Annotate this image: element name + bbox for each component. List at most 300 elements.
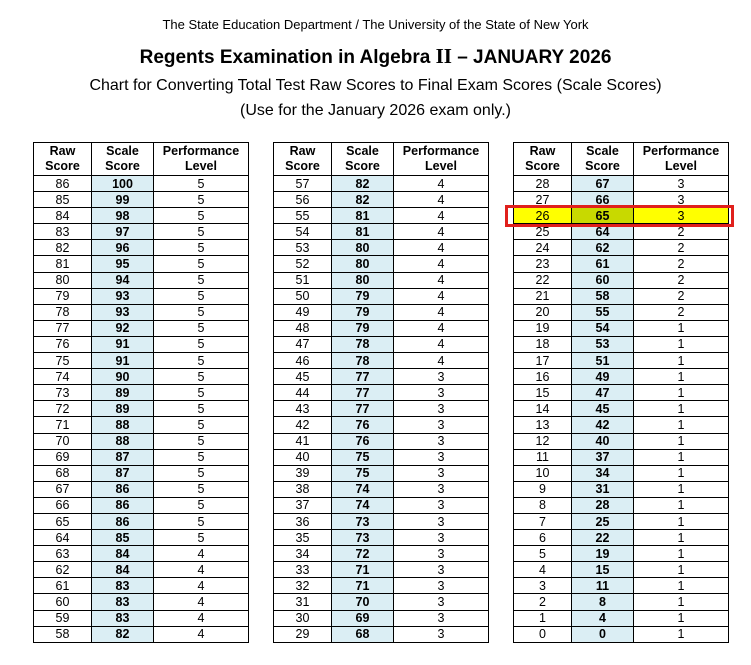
raw-score-cell: 41 xyxy=(274,433,332,449)
raw-score-cell: 73 xyxy=(34,385,92,401)
table-row xyxy=(274,497,489,513)
performance-level-cell: 1 xyxy=(634,497,729,513)
performance-level-cell: 1 xyxy=(634,481,729,497)
table-row xyxy=(274,304,489,320)
scale-score-cell: 95 xyxy=(92,256,154,272)
raw-score-cell: 22 xyxy=(514,272,572,288)
table-row xyxy=(514,272,729,288)
performance-level-cell: 2 xyxy=(634,240,729,256)
scale-score-cell: 82 xyxy=(332,176,394,192)
raw-score-cell: 83 xyxy=(34,224,92,240)
table-row xyxy=(274,272,489,288)
title-prefix: Regents Examination in Algebra xyxy=(139,47,436,68)
scale-score-cell: 4 xyxy=(572,610,634,626)
performance-level-cell: 1 xyxy=(634,449,729,465)
table-row xyxy=(274,417,489,433)
raw-score-cell: 84 xyxy=(34,208,92,224)
performance-level-cell: 3 xyxy=(394,465,489,481)
table-row xyxy=(514,481,729,497)
table-row xyxy=(274,320,489,336)
raw-score-cell: 43 xyxy=(274,401,332,417)
raw-score-cell: 82 xyxy=(34,240,92,256)
title-suffix: – JANUARY 2026 xyxy=(451,47,612,68)
table-row xyxy=(514,401,729,417)
table-row xyxy=(514,513,729,529)
table-row xyxy=(34,369,249,385)
table-row xyxy=(34,240,249,256)
table-row xyxy=(514,320,729,336)
scale-score-cell: 55 xyxy=(572,304,634,320)
performance-level-cell: 3 xyxy=(394,626,489,642)
scale-score-cell: 75 xyxy=(332,465,394,481)
scale-score-cell: 99 xyxy=(92,192,154,208)
scale-score-cell: 61 xyxy=(572,256,634,272)
scale-score-cell: 70 xyxy=(332,594,394,610)
raw-score-cell: 39 xyxy=(274,465,332,481)
raw-score-cell: 33 xyxy=(274,562,332,578)
scale-score-cell: 79 xyxy=(332,304,394,320)
table-header-row xyxy=(34,143,249,176)
performance-level-cell: 3 xyxy=(394,513,489,529)
performance-level-cell: 1 xyxy=(634,417,729,433)
raw-score-cell: 11 xyxy=(514,449,572,465)
table-row xyxy=(514,353,729,369)
scale-score-cell: 83 xyxy=(92,594,154,610)
performance-level-cell: 1 xyxy=(634,465,729,481)
table-row xyxy=(34,433,249,449)
table-row xyxy=(514,336,729,352)
scale-score-cell: 84 xyxy=(92,562,154,578)
table-row xyxy=(514,256,729,272)
raw-score-cell: 57 xyxy=(274,176,332,192)
raw-score-cell: 6 xyxy=(514,530,572,546)
raw-score-cell: 58 xyxy=(34,626,92,642)
table-row xyxy=(514,176,729,192)
raw-score-cell: 2 xyxy=(514,594,572,610)
raw-score-cell: 25 xyxy=(514,224,572,240)
raw-score-cell: 32 xyxy=(274,578,332,594)
table-row xyxy=(34,530,249,546)
scale-score-cell: 82 xyxy=(92,626,154,642)
performance-level-cell: 1 xyxy=(634,401,729,417)
raw-score-cell: 29 xyxy=(274,626,332,642)
raw-score-cell: 86 xyxy=(34,176,92,192)
table-row xyxy=(274,336,489,352)
performance-level-cell: 4 xyxy=(154,610,249,626)
raw-score-cell: 77 xyxy=(34,320,92,336)
raw-score-cell: 12 xyxy=(514,433,572,449)
table-header-row xyxy=(514,143,729,176)
performance-level-cell: 4 xyxy=(154,546,249,562)
raw-score-cell: 69 xyxy=(34,449,92,465)
performance-level-cell: 5 xyxy=(154,288,249,304)
performance-level-cell: 5 xyxy=(154,304,249,320)
table-row xyxy=(514,530,729,546)
raw-score-cell: 81 xyxy=(34,256,92,272)
scale-score-cell: 94 xyxy=(92,272,154,288)
scale-score-cell: 78 xyxy=(332,336,394,352)
performance-level-cell: 5 xyxy=(154,417,249,433)
performance-level-header: Performance Level xyxy=(634,143,729,176)
table-row xyxy=(274,562,489,578)
performance-level-cell: 5 xyxy=(154,320,249,336)
scale-score-header: Scale Score xyxy=(92,143,154,176)
scale-score-cell: 0 xyxy=(572,626,634,642)
raw-score-header: Raw Score xyxy=(514,143,572,176)
scale-score-cell: 80 xyxy=(332,240,394,256)
performance-level-cell: 4 xyxy=(394,336,489,352)
table-row xyxy=(514,497,729,513)
table-row xyxy=(514,562,729,578)
raw-score-header: Raw Score xyxy=(274,143,332,176)
performance-level-cell: 3 xyxy=(394,449,489,465)
performance-level-cell: 1 xyxy=(634,433,729,449)
raw-score-cell: 68 xyxy=(34,465,92,481)
scale-score-cell: 67 xyxy=(572,176,634,192)
table-row xyxy=(514,465,729,481)
table-row xyxy=(514,192,729,208)
scale-score-cell: 73 xyxy=(332,513,394,529)
raw-score-header: Raw Score xyxy=(34,143,92,176)
table-row xyxy=(274,610,489,626)
performance-level-cell: 1 xyxy=(634,594,729,610)
scale-score-cell: 73 xyxy=(332,530,394,546)
performance-level-cell: 3 xyxy=(394,530,489,546)
table-row xyxy=(514,208,729,224)
table-row xyxy=(514,385,729,401)
table-row xyxy=(34,562,249,578)
raw-score-cell: 34 xyxy=(274,546,332,562)
performance-level-cell: 5 xyxy=(154,208,249,224)
performance-level-cell: 5 xyxy=(154,176,249,192)
raw-score-cell: 78 xyxy=(34,304,92,320)
scale-score-cell: 88 xyxy=(92,433,154,449)
scale-score-cell: 91 xyxy=(92,336,154,352)
scale-score-cell: 47 xyxy=(572,385,634,401)
performance-level-cell: 1 xyxy=(634,562,729,578)
performance-level-cell: 3 xyxy=(634,192,729,208)
table-header-row xyxy=(274,143,489,176)
scale-score-cell: 96 xyxy=(92,240,154,256)
scale-score-cell: 40 xyxy=(572,433,634,449)
performance-level-header: Performance Level xyxy=(154,143,249,176)
scale-score-cell: 79 xyxy=(332,288,394,304)
raw-score-cell: 44 xyxy=(274,385,332,401)
raw-score-cell: 13 xyxy=(514,417,572,433)
scale-score-cell: 86 xyxy=(92,513,154,529)
raw-score-cell: 72 xyxy=(34,401,92,417)
raw-score-cell: 26 xyxy=(514,208,572,224)
scale-score-cell: 93 xyxy=(92,304,154,320)
table-row xyxy=(274,546,489,562)
raw-score-cell: 35 xyxy=(274,530,332,546)
table-row xyxy=(34,417,249,433)
raw-score-cell: 5 xyxy=(514,546,572,562)
table-row xyxy=(514,417,729,433)
raw-score-cell: 9 xyxy=(514,481,572,497)
scale-score-cell: 31 xyxy=(572,481,634,497)
scale-score-header: Scale Score xyxy=(572,143,634,176)
performance-level-cell: 3 xyxy=(394,562,489,578)
scale-score-cell: 49 xyxy=(572,369,634,385)
scale-score-cell: 45 xyxy=(572,401,634,417)
performance-level-cell: 2 xyxy=(634,224,729,240)
scale-score-cell: 58 xyxy=(572,288,634,304)
performance-level-cell: 4 xyxy=(394,192,489,208)
performance-level-cell: 3 xyxy=(394,578,489,594)
performance-level-cell: 4 xyxy=(394,272,489,288)
performance-level-cell: 5 xyxy=(154,385,249,401)
table-row xyxy=(514,546,729,562)
table-row xyxy=(274,530,489,546)
scale-score-cell: 77 xyxy=(332,369,394,385)
table-row xyxy=(34,256,249,272)
performance-level-cell: 5 xyxy=(154,240,249,256)
scale-score-cell: 88 xyxy=(92,417,154,433)
table-row xyxy=(34,610,249,626)
performance-level-cell: 1 xyxy=(634,320,729,336)
performance-level-cell: 4 xyxy=(154,594,249,610)
performance-level-cell: 3 xyxy=(394,610,489,626)
chart-subtitle: Chart for Converting Total Test Raw Scores to Final Exam Scores (Scale Scores) xyxy=(89,77,662,94)
scale-score-cell: 100 xyxy=(92,176,154,192)
scale-score-cell: 81 xyxy=(332,224,394,240)
raw-score-cell: 8 xyxy=(514,497,572,513)
performance-level-cell: 3 xyxy=(394,497,489,513)
scale-score-header: Scale Score xyxy=(332,143,394,176)
conversion-table-1 xyxy=(33,142,249,643)
raw-score-cell: 7 xyxy=(514,513,572,529)
table-row xyxy=(274,513,489,529)
table-row xyxy=(274,288,489,304)
performance-level-cell: 4 xyxy=(394,176,489,192)
scale-score-cell: 15 xyxy=(572,562,634,578)
performance-level-cell: 3 xyxy=(394,481,489,497)
raw-score-cell: 63 xyxy=(34,546,92,562)
scale-score-cell: 89 xyxy=(92,401,154,417)
performance-level-cell: 5 xyxy=(154,272,249,288)
raw-score-cell: 53 xyxy=(274,240,332,256)
table-row xyxy=(274,240,489,256)
scale-score-cell: 90 xyxy=(92,369,154,385)
table-row xyxy=(514,449,729,465)
table-row xyxy=(274,594,489,610)
scale-score-cell: 86 xyxy=(92,481,154,497)
raw-score-cell: 48 xyxy=(274,320,332,336)
scale-score-cell: 62 xyxy=(572,240,634,256)
performance-level-cell: 5 xyxy=(154,465,249,481)
conversion-table-2 xyxy=(273,142,489,643)
performance-level-cell: 3 xyxy=(634,208,729,224)
performance-level-cell: 3 xyxy=(394,401,489,417)
performance-level-cell: 5 xyxy=(154,369,249,385)
raw-score-cell: 30 xyxy=(274,610,332,626)
table-row xyxy=(34,176,249,192)
table-row xyxy=(34,578,249,594)
raw-score-cell: 27 xyxy=(514,192,572,208)
scale-score-cell: 64 xyxy=(572,224,634,240)
table-row xyxy=(274,353,489,369)
scale-score-cell: 34 xyxy=(572,465,634,481)
raw-score-cell: 38 xyxy=(274,481,332,497)
performance-level-cell: 4 xyxy=(394,256,489,272)
raw-score-cell: 52 xyxy=(274,256,332,272)
scale-score-cell: 87 xyxy=(92,465,154,481)
raw-score-cell: 42 xyxy=(274,417,332,433)
raw-score-cell: 85 xyxy=(34,192,92,208)
table-row xyxy=(274,224,489,240)
table-row xyxy=(274,256,489,272)
performance-level-cell: 1 xyxy=(634,336,729,352)
raw-score-cell: 28 xyxy=(514,176,572,192)
scale-score-cell: 37 xyxy=(572,449,634,465)
performance-level-cell: 3 xyxy=(634,176,729,192)
performance-level-cell: 5 xyxy=(154,353,249,369)
table-row xyxy=(274,578,489,594)
table-row xyxy=(34,594,249,610)
performance-level-header: Performance Level xyxy=(394,143,489,176)
performance-level-cell: 5 xyxy=(154,497,249,513)
scale-score-cell: 80 xyxy=(332,272,394,288)
scale-score-cell: 81 xyxy=(332,208,394,224)
performance-level-cell: 2 xyxy=(634,304,729,320)
raw-score-cell: 74 xyxy=(34,369,92,385)
performance-level-cell: 1 xyxy=(634,530,729,546)
scale-score-cell: 72 xyxy=(332,546,394,562)
raw-score-cell: 67 xyxy=(34,481,92,497)
raw-score-cell: 54 xyxy=(274,224,332,240)
performance-level-cell: 3 xyxy=(394,546,489,562)
raw-score-cell: 21 xyxy=(514,288,572,304)
raw-score-cell: 65 xyxy=(34,513,92,529)
performance-level-cell: 1 xyxy=(634,385,729,401)
performance-level-cell: 5 xyxy=(154,256,249,272)
raw-score-cell: 64 xyxy=(34,530,92,546)
table-row xyxy=(274,626,489,642)
performance-level-cell: 5 xyxy=(154,192,249,208)
scale-score-cell: 69 xyxy=(332,610,394,626)
raw-score-cell: 75 xyxy=(34,353,92,369)
scale-score-cell: 91 xyxy=(92,353,154,369)
raw-score-cell: 49 xyxy=(274,304,332,320)
performance-level-cell: 4 xyxy=(394,353,489,369)
scale-score-cell: 82 xyxy=(332,192,394,208)
scale-score-cell: 71 xyxy=(332,562,394,578)
performance-level-cell: 1 xyxy=(634,513,729,529)
table-row xyxy=(514,610,729,626)
scale-score-cell: 78 xyxy=(332,353,394,369)
raw-score-cell: 56 xyxy=(274,192,332,208)
scale-score-cell: 86 xyxy=(92,497,154,513)
scale-score-cell: 74 xyxy=(332,497,394,513)
table-row xyxy=(274,176,489,192)
scale-score-cell: 79 xyxy=(332,320,394,336)
scale-score-cell: 77 xyxy=(332,401,394,417)
performance-level-cell: 4 xyxy=(154,562,249,578)
raw-score-cell: 20 xyxy=(514,304,572,320)
conversion-table-3 xyxy=(513,142,729,643)
table-row xyxy=(34,465,249,481)
performance-level-cell: 3 xyxy=(394,417,489,433)
title-numeral: II xyxy=(435,44,452,68)
raw-score-cell: 14 xyxy=(514,401,572,417)
table-row xyxy=(514,594,729,610)
table-row xyxy=(514,578,729,594)
scale-score-cell: 83 xyxy=(92,610,154,626)
performance-level-cell: 4 xyxy=(394,288,489,304)
scale-score-cell: 80 xyxy=(332,256,394,272)
performance-level-cell: 4 xyxy=(154,578,249,594)
raw-score-cell: 10 xyxy=(514,465,572,481)
table-row xyxy=(34,208,249,224)
table-row xyxy=(34,288,249,304)
table-row xyxy=(514,240,729,256)
scale-score-cell: 42 xyxy=(572,417,634,433)
scale-score-cell: 8 xyxy=(572,594,634,610)
performance-level-cell: 5 xyxy=(154,401,249,417)
table-row xyxy=(34,497,249,513)
performance-level-cell: 1 xyxy=(634,546,729,562)
table-row xyxy=(274,481,489,497)
table-row xyxy=(274,192,489,208)
raw-score-cell: 61 xyxy=(34,578,92,594)
performance-level-cell: 1 xyxy=(634,578,729,594)
table-row xyxy=(274,465,489,481)
performance-level-cell: 5 xyxy=(154,336,249,352)
scale-score-cell: 76 xyxy=(332,417,394,433)
raw-score-cell: 79 xyxy=(34,288,92,304)
scale-score-cell: 28 xyxy=(572,497,634,513)
performance-level-cell: 5 xyxy=(154,433,249,449)
raw-score-cell: 60 xyxy=(34,594,92,610)
performance-level-cell: 1 xyxy=(634,353,729,369)
page-title xyxy=(0,44,751,69)
scale-score-cell: 11 xyxy=(572,578,634,594)
table-row xyxy=(34,401,249,417)
raw-score-cell: 36 xyxy=(274,513,332,529)
raw-score-cell: 46 xyxy=(274,353,332,369)
performance-level-cell: 5 xyxy=(154,481,249,497)
raw-score-cell: 15 xyxy=(514,385,572,401)
table-row xyxy=(34,481,249,497)
table-row xyxy=(34,546,249,562)
raw-score-cell: 80 xyxy=(34,272,92,288)
performance-level-cell: 4 xyxy=(394,224,489,240)
raw-score-cell: 37 xyxy=(274,497,332,513)
raw-score-cell: 31 xyxy=(274,594,332,610)
performance-level-cell: 1 xyxy=(634,626,729,642)
scale-score-cell: 19 xyxy=(572,546,634,562)
table-row xyxy=(34,385,249,401)
scale-score-cell: 85 xyxy=(92,530,154,546)
raw-score-cell: 24 xyxy=(514,240,572,256)
table-row xyxy=(34,626,249,642)
performance-level-cell: 3 xyxy=(394,433,489,449)
raw-score-cell: 23 xyxy=(514,256,572,272)
table-row xyxy=(34,449,249,465)
performance-level-cell: 4 xyxy=(394,320,489,336)
scale-score-cell: 93 xyxy=(92,288,154,304)
performance-level-cell: 4 xyxy=(394,240,489,256)
table-row xyxy=(34,224,249,240)
performance-level-cell: 3 xyxy=(394,369,489,385)
table-row xyxy=(34,353,249,369)
raw-score-cell: 47 xyxy=(274,336,332,352)
raw-score-cell: 70 xyxy=(34,433,92,449)
table-row xyxy=(514,369,729,385)
raw-score-cell: 17 xyxy=(514,353,572,369)
scale-score-cell: 77 xyxy=(332,385,394,401)
